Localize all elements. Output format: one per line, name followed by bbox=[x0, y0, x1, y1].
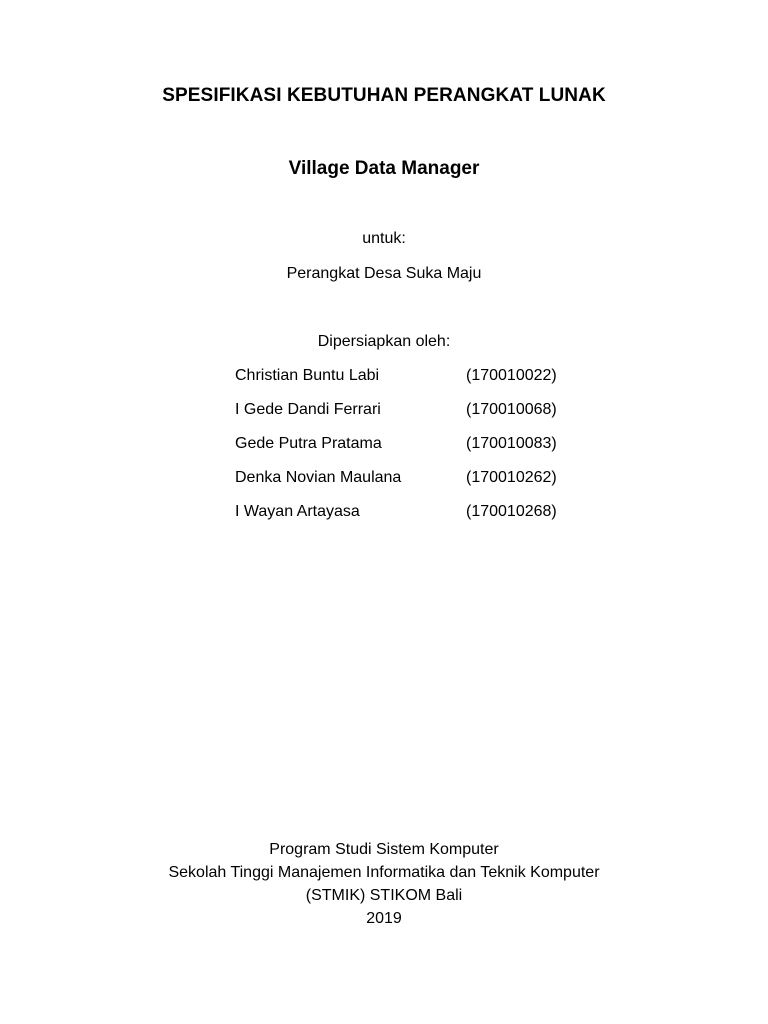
author-row bbox=[235, 468, 635, 502]
for-value: Perangkat Desa Suka Maju bbox=[286, 265, 482, 282]
for-label: untuk: bbox=[362, 230, 406, 247]
document-subtitle: Village Data Manager bbox=[288, 158, 480, 179]
author-student-id: (170010262) bbox=[466, 469, 557, 486]
author-name: Denka Novian Maulana bbox=[235, 469, 402, 486]
prepared-by-label: Dipersiapkan oleh: bbox=[317, 333, 451, 350]
author-student-id: (170010068) bbox=[466, 401, 557, 418]
author-row bbox=[235, 400, 635, 434]
document-footer bbox=[0, 838, 768, 930]
institution-short-name: (STMIK) STIKOM Bali bbox=[305, 887, 463, 904]
institution-name: Sekolah Tinggi Manajemen Informatika dan Teknik Komputer bbox=[168, 864, 600, 881]
author-row bbox=[235, 434, 635, 468]
author-name: I Gede Dandi Ferrari bbox=[235, 401, 381, 418]
author-student-id: (170010268) bbox=[466, 503, 557, 520]
author-student-id: (170010083) bbox=[466, 435, 557, 452]
author-name: I Wayan Artayasa bbox=[235, 503, 360, 520]
author-student-id: (170010022) bbox=[466, 367, 557, 384]
study-program: Program Studi Sistem Komputer bbox=[269, 841, 499, 858]
document-year: 2019 bbox=[366, 910, 402, 927]
author-name: Christian Buntu Labi bbox=[235, 367, 380, 384]
author-name: Gede Putra Pratama bbox=[235, 435, 382, 452]
author-row bbox=[235, 366, 635, 400]
author-list bbox=[235, 366, 635, 536]
author-row bbox=[235, 502, 635, 536]
document-title: SPESIFIKASI KEBUTUHAN PERANGKAT LUNAK bbox=[162, 85, 606, 106]
